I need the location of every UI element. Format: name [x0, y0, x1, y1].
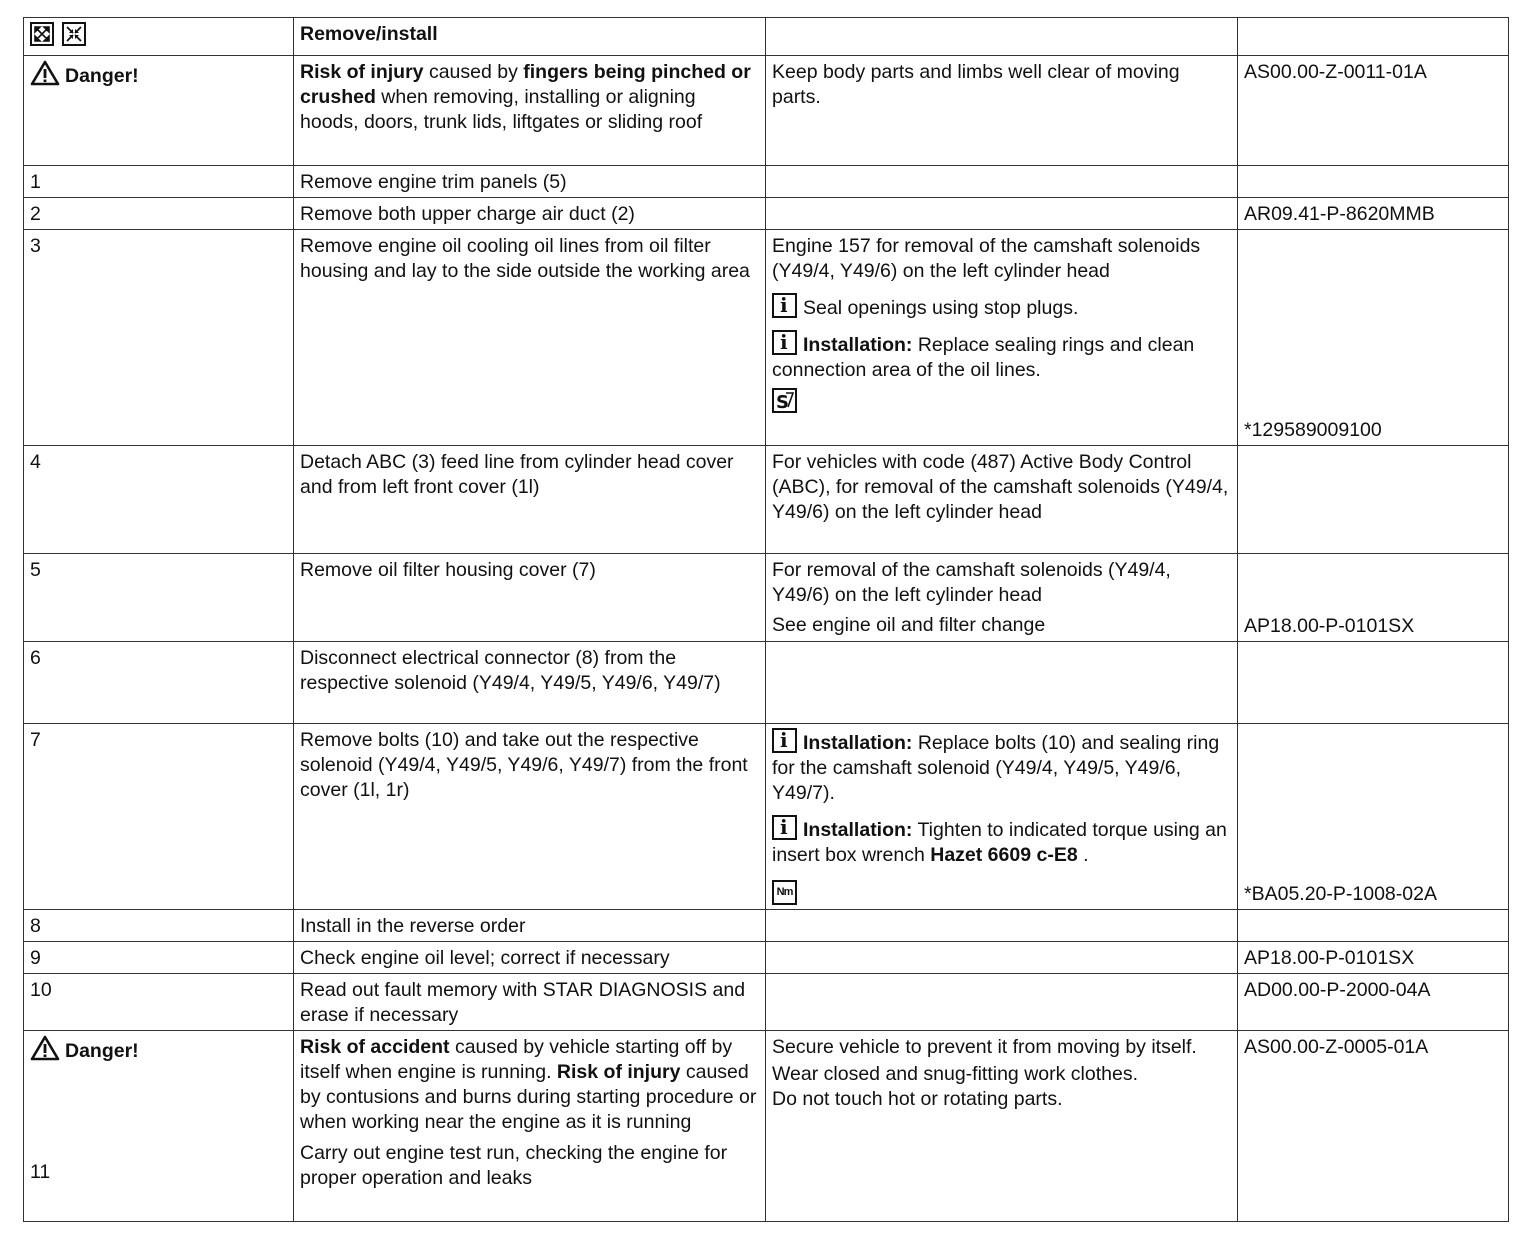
step-number: 3	[24, 230, 294, 446]
step-row-7	[24, 724, 1509, 910]
step-notes	[766, 554, 1238, 642]
step-row-4	[24, 446, 1509, 554]
danger-1-text: Risk of injury caused by fingers being pinched or crushed when removing, installing or aligning hoods, doors, trunk lids, liftgates or sliding roof	[294, 56, 766, 166]
step-row-6	[24, 642, 1509, 724]
step-number: 4	[24, 446, 294, 554]
danger-row-1	[24, 56, 1509, 166]
step-number: 7	[24, 724, 294, 910]
torque-icon[interactable]: Nm	[772, 880, 797, 905]
step-number: 1	[24, 166, 294, 198]
step-number: 9	[24, 942, 294, 974]
step-text: Remove oil filter housing cover (7)	[294, 554, 766, 642]
step-row-9	[24, 942, 1509, 974]
step-note: For vehicles with code (487) Active Body Control (ABC), for removal of the camshaft solenoids (Y49/4, Y49/6) on the left cylinder head	[766, 446, 1238, 554]
header-icons-cell	[24, 18, 294, 56]
info-text: Seal openings using stop plugs.	[803, 297, 1079, 319]
step-text: Remove both upper charge air duct (2)	[294, 198, 766, 230]
step-number: 5	[24, 554, 294, 642]
step-row-1	[24, 166, 1509, 198]
step-ref[interactable]: *129589009100	[1238, 230, 1509, 446]
procedure-title: Remove/install	[300, 23, 438, 45]
info-icon	[772, 293, 797, 318]
step-ref[interactable]: AD00.00-P-2000-04A	[1238, 974, 1509, 1031]
info-text: Tighten to indicated torque using an insert box wrench	[772, 819, 1227, 866]
step-notes: iInstallation: Replace bolts (10) and sealing ring for the camshaft solenoid (Y49/4, Y49/5, Y49/6, Y49/7). iInstallation: Tighten to indicated torque using an insert box wrench Hazet 6609 c-E8 . Nm	[766, 724, 1238, 910]
step-row-3	[24, 230, 1509, 446]
expand-icon[interactable]	[30, 22, 54, 46]
info-text: Replace sealing rings and clean connection area of the oil lines.	[772, 334, 1195, 381]
step-note: For removal of the camshaft solenoids (Y49/4, Y49/6) on the left cylinder head	[772, 559, 1171, 606]
header-row	[24, 18, 1509, 56]
info-icon	[772, 815, 797, 840]
step-note: Engine 157 for removal of the camshaft solenoids (Y49/4, Y49/6) on the left cylinder head	[772, 235, 1201, 282]
step-number: 8	[24, 910, 294, 942]
danger-label: Danger!	[65, 65, 139, 87]
step-text: Remove bolts (10) and take out the respective solenoid (Y49/4, Y49/5, Y49/6, Y49/7) from the front cover (1l, 1r)	[294, 724, 766, 910]
collapse-icon[interactable]	[62, 22, 86, 46]
step-row-10	[24, 974, 1509, 1031]
step-ref[interactable]: *BA05.20-P-1008-02A	[1238, 724, 1509, 910]
info-text: Replace bolts (10) and sealing ring for the camshaft solenoid (Y49/4, Y49/5, Y49/6, Y49/7).	[772, 732, 1220, 804]
step-number: 10	[24, 974, 294, 1031]
step-text: Carry out engine test run, checking the engine for proper operation and leaks	[300, 1142, 728, 1189]
step-text: Remove engine trim panels (5)	[294, 166, 766, 198]
step-text: Disconnect electrical connector (8) from the respective solenoid (Y49/4, Y49/5, Y49/6, Y49/7)	[294, 642, 766, 724]
warning-triangle-icon	[30, 1035, 60, 1061]
procedure-table	[23, 17, 1509, 1222]
danger-2-ref[interactable]: AS00.00-Z-0005-01A	[1238, 1031, 1509, 1222]
step-notes: Engine 157 for removal of the camshaft solenoids (Y49/4, Y49/6) on the left cylinder head iSeal openings using stop plugs. iInstallation: Replace sealing rings and clean connection area of the oil lines. S	[766, 230, 1238, 446]
step-ref[interactable]: AP18.00-P-0101SX	[1238, 554, 1509, 642]
step-text: Install in the reverse order	[294, 910, 766, 942]
danger-2-text: Risk of accident caused by vehicle starting off by itself when engine is running. Risk of injury caused by contusions and burns during starting procedure or when working near the engine as it is running Carry out engine test run, checking the engine for proper operation and leaks	[294, 1031, 766, 1222]
step-row-2	[24, 198, 1509, 230]
info-icon	[772, 728, 797, 753]
step-number: 6	[24, 642, 294, 724]
warning-triangle-icon	[30, 60, 60, 86]
danger-row-2	[24, 1031, 1509, 1222]
step-ref[interactable]: AP18.00-P-0101SX	[1238, 942, 1509, 974]
step-text: Remove engine oil cooling oil lines from oil filter housing and lay to the side outside the working area	[294, 230, 766, 446]
step-number: 11	[30, 1161, 51, 1183]
step-note: See engine oil and filter change	[772, 614, 1046, 636]
svg-text:S: S	[776, 392, 789, 411]
danger-2-notes: Secure vehicle to prevent it from moving by itself. Wear closed and snug-fitting work clothes. Do not touch hot or rotating parts.	[766, 1031, 1238, 1222]
step-number: 2	[24, 198, 294, 230]
step-ref[interactable]: AR09.41-P-8620MMB	[1238, 198, 1509, 230]
step-row-5	[24, 554, 1509, 642]
danger-1-ref[interactable]: AS00.00-Z-0011-01A	[1238, 56, 1509, 166]
danger-1-note: Keep body parts and limbs well clear of moving parts.	[766, 56, 1238, 166]
special-tool-icon[interactable]	[772, 388, 797, 413]
danger-label: Danger!	[65, 1040, 139, 1062]
step-text: Read out fault memory with STAR DIAGNOSIS and erase if necessary	[294, 974, 766, 1031]
step-text: Detach ABC (3) feed line from cylinder head cover and from left front cover (1l)	[294, 446, 766, 554]
info-icon	[772, 330, 797, 355]
tool-name: Hazet 6609 c-E8	[930, 844, 1078, 866]
step-row-8	[24, 910, 1509, 942]
step-text: Check engine oil level; correct if necessary	[294, 942, 766, 974]
